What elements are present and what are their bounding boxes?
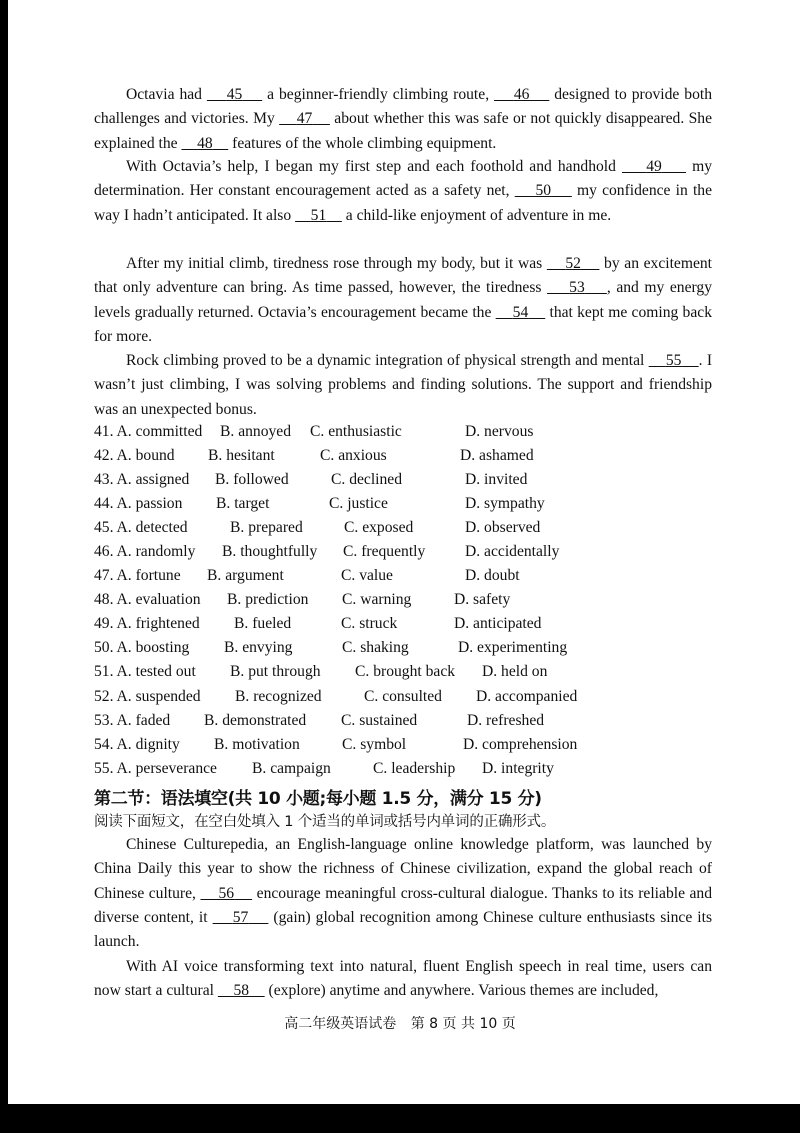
question-55: 55. A. perseverance B. campaign C. leadership D. integrity — [94, 760, 554, 777]
blank-46: 46 — [513, 86, 530, 103]
section-instruction: 阅读下面短文，在空白处填入 1 个适当的单词或括号内单词的正确形式。 — [94, 814, 556, 830]
question-47: 47. A. fortune B. argument C. value D. doubt — [94, 567, 520, 584]
page-number: 第 8 页 共 10 页 — [410, 1016, 516, 1032]
blank-53: 53 — [569, 279, 585, 297]
passage-paragraph-1: Octavia had 45 a beginner-friendly climbing route, 46 designed to provide both challenges and victories. My 47 about whether this was safe or not quickly disappeared. She explained the 48 features of the whole climbing equipment. — [94, 86, 713, 152]
page-footer — [0, 1013, 800, 1033]
question-48: 48. A. evaluation B. prediction C. warning D. safety — [94, 591, 511, 608]
question-42: 42. A. bound B. hesitant C. anxious D. ashamed — [94, 447, 534, 464]
question-43: 43. A. assigned B. followed C. declined D. invited — [94, 471, 528, 488]
grammar-paragraph-1: Chinese Culturepedia, an English-language online knowledge platform, was launched by China Daily this year to show the richness of Chinese civilization, expand the global reach of Chinese culture, 56 encourage meaningful cross-cultural dialogue. Thanks to its reliable and diverse content, it 57 (gain) global recognition among Chinese culture enthusiasts since its launch. — [94, 836, 713, 951]
blank-50: 50 — [535, 182, 552, 200]
exam-title: 高二年级英语试卷 — [284, 1016, 397, 1032]
question-53: 53. A. faded B. demonstrated C. sustained D. refreshed — [94, 712, 545, 729]
blank-55: 55 — [665, 352, 682, 369]
blank-54: 54 — [512, 303, 529, 321]
blank-51: 51 — [310, 206, 327, 224]
question-45: 45. A. detected B. prepared C. exposed D. observed — [94, 519, 541, 536]
grammar-paragraph-2: With AI voice transforming text into natural, fluent English speech in real time, users can now start a cultural 58 (explore) anytime and anywhere. Various themes are included, — [94, 958, 712, 1000]
passage-paragraph-3: After my initial climb, tiredness rose through my body, but it was 52 by an excitement that only adventure can bring. As time passed, however, the tiredness 53 , and my energy levels gradually returned. Octavia’s encouragement became the 54 that kept me coming back for more. — [94, 255, 713, 345]
blank-58: 58 — [233, 982, 250, 1000]
section-heading: 第二节：语法填空(共 10 小题;每小题 1.5 分，满分 15 分) — [94, 789, 542, 809]
question-54: 54. A. dignity B. motivation C. symbol D. comprehension — [94, 736, 578, 753]
question-52: 52. A. suspended B. recognized C. consulted D. accompanied — [94, 688, 578, 705]
passage-paragraph-4: Rock climbing proved to be a dynamic integration of physical strength and mental 55 . I wasn’t just climbing, I was solving problems and finding solutions. The support and friendship was an unexpected bonus. — [94, 352, 713, 418]
blank-48: 48 — [197, 134, 213, 152]
question-46: 46. A. randomly B. thoughtfully C. frequently D. accidentally — [94, 543, 560, 560]
question-51: 51. A. tested out B. put through C. brought back D. held on — [94, 663, 548, 680]
passage-paragraph-2: With Octavia’s help, I began my first step and each foothold and handhold 49 my determination. Her constant encouragement acted as a safety net, 50 my confidence in the way I hadn’t anticipated. It also 51 a child-like enjoyment of adventure in me. — [94, 158, 713, 224]
question-50: 50. A. boosting B. envying C. shaking D. experimenting — [94, 639, 568, 656]
blank-57: 57 — [232, 908, 249, 926]
question-44: 44. A. passion B. target C. justice D. sympathy — [94, 495, 545, 512]
blank-49: 49 — [646, 158, 662, 175]
blank-52: 52 — [565, 255, 581, 272]
question-49: 49. A. frightened B. fueled C. struck D. anticipated — [94, 615, 542, 632]
question-41: 41. A. committed B. annoyed C. enthusiastic D. nervous — [94, 423, 534, 440]
blank-56: 56 — [218, 884, 235, 902]
blank-47: 47 — [296, 110, 313, 128]
blank-45: 45 — [226, 86, 243, 103]
